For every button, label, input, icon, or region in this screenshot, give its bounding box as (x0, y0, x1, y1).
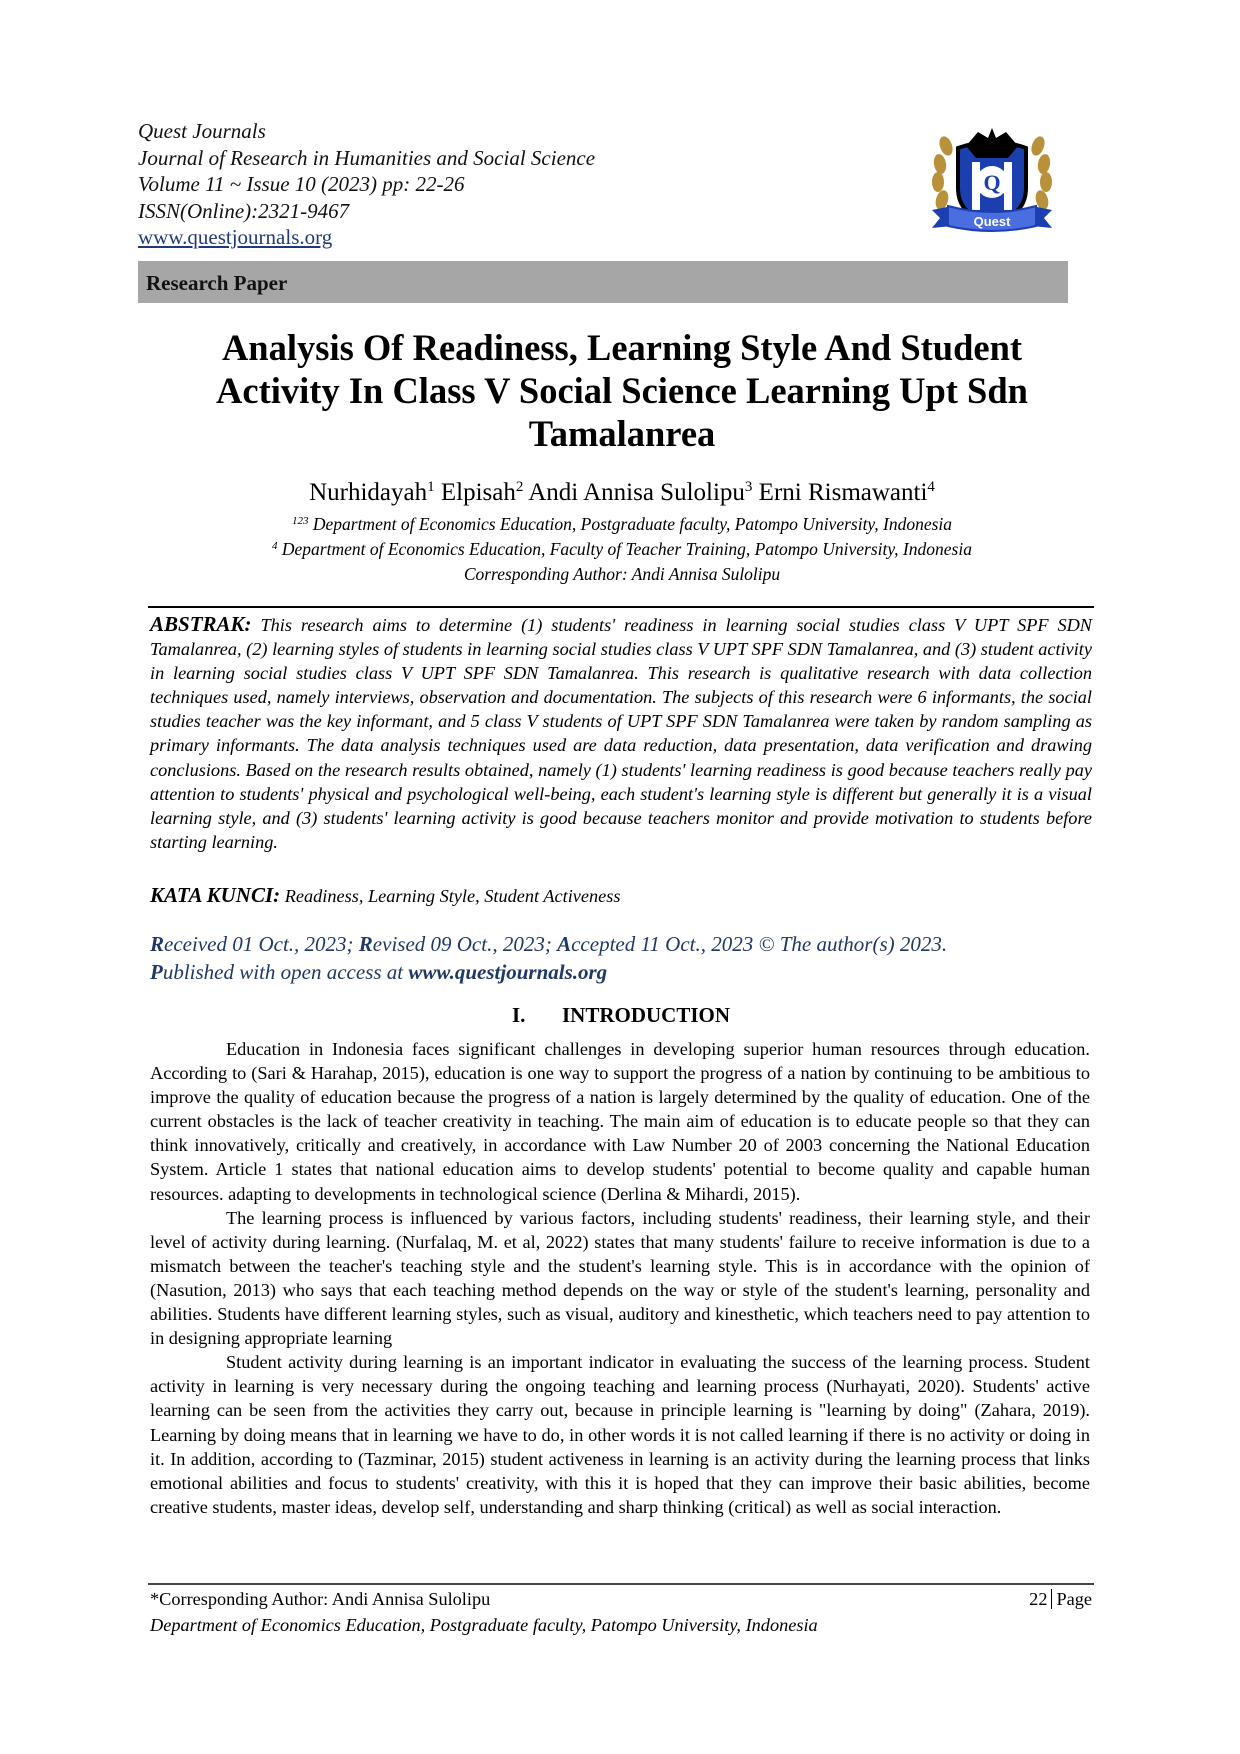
author-name: Andi Annisa Sulolipu (528, 479, 745, 506)
received-initial: R (150, 932, 165, 956)
title-line: Analysis Of Readiness, Learning Style And Student (221, 327, 1023, 368)
published-site-link[interactable]: www.questjournals.org (408, 960, 608, 984)
page-label: Page (1056, 1589, 1092, 1609)
laurel-right-icon (1029, 135, 1052, 212)
author-list (150, 478, 1094, 508)
author-name: Elpisah (440, 479, 516, 506)
author-name: Erni Rismawanti (758, 479, 928, 506)
abstract-label: ABSTRAK: (150, 612, 252, 636)
article-type-banner (138, 261, 1068, 303)
body-paragraph: Education in Indonesia faces significant challenges in developing superior human resources through education. According to (Sari & Harahap, 2015), education is one way to support the progress of a nation by continuing to be ambitious to improve the quality of education because the progress of a nation is largely determined by the quality of education. One of the current obstacles is the lack of teacher creativity in teaching. The main aim of education is to educate people so that they can think innovatively, critically and creatively, in accordance with Law Number 20 of 2003 concerning the National Education System. Article 1 states that national education aims to develop students' potential to become quality and capable human resources. adapting to developments in technological science (Derlina & Mihardi, 2015). (150, 1039, 1090, 1204)
abstract-divider (148, 606, 1094, 608)
issn: ISSN(Online):2321-9467 (138, 198, 350, 223)
journal-publisher: Quest Journals (138, 119, 266, 143)
section-number: I. (511, 1003, 526, 1027)
revised-date: evised 09 Oct., 2023; (372, 932, 558, 956)
journal-website-link[interactable]: www.questjournals.org (138, 225, 333, 249)
keywords (150, 883, 1092, 908)
page-indicator (1029, 1589, 1092, 1610)
journal-name: Journal of Research in Humanities and Social Science (138, 145, 596, 170)
author-sup: 2 (515, 479, 524, 495)
keywords-text: Readiness, Learning Style, Student Activeness (284, 886, 621, 906)
affiliation-sup: 4 (272, 540, 278, 552)
affiliation-text: Department of Economics Education, Faculty of Teacher Training, Patompo University, Indonesia (281, 539, 972, 559)
author-sup: 1 (427, 479, 435, 495)
logo-letter: Q (983, 170, 1001, 195)
author-sup: 4 (927, 479, 935, 495)
volume-issue: Volume 11 ~ Issue 10 (2023) pp: 22-26 (138, 172, 465, 196)
journal-header (138, 118, 595, 251)
keywords-label: KATA KUNCI: (150, 883, 281, 907)
title-line: Tamalanrea (528, 413, 716, 454)
eagle-icon (966, 128, 1018, 158)
logo-ribbon-text: Quest (973, 214, 1011, 229)
received-date: eceived 01 Oct., 2023; (164, 932, 359, 956)
author-name: Nurhidayah (309, 479, 428, 506)
article-title (150, 326, 1094, 455)
published-initial: P (150, 960, 163, 984)
section-title: INTRODUCTION (561, 1003, 731, 1027)
body-paragraph: The learning process is influenced by various factors, including students' readiness, their learning style, and their level of activity during learning. (Nurfalaq, M. et al, 2022) states that many students' failure to receive information is due to a mismatch between the teacher's teaching style and the student's learning style. This is in accordance with the opinion of (Nasution, 2013) who says that each teaching method depends on the way or style of the student's learning, personality and abilities. Students have different learning styles, such as visual, auditory and kinesthetic, which teachers need to pay attention to in designing appropriate learning (150, 1207, 1090, 1349)
footer-affiliation: Department of Economics Education, Postgraduate faculty, Patompo University, Indonesia (150, 1615, 818, 1635)
published-text: ublished with open access at (162, 960, 409, 984)
abstract (150, 612, 1092, 854)
corresponding-author: Corresponding Author: Andi Annisa Sulolipu (463, 564, 781, 584)
section-body (150, 1037, 1090, 1519)
footer-line (150, 1589, 1092, 1610)
revised-initial: R (358, 932, 373, 956)
title-line: Activity In Class V Social Science Learning Upt Sdn (216, 370, 1028, 411)
footer-corresponding-author: *Corresponding Author: Andi Annisa Sulolipu (150, 1589, 491, 1609)
page-number: 22 (1029, 1589, 1052, 1609)
laurel-left-icon (932, 135, 955, 212)
article-type-label: Research Paper (146, 271, 288, 295)
accepted-initial: A (557, 932, 572, 956)
author-sup: 3 (744, 479, 753, 495)
body-paragraph: Student activity during learning is an important indicator in evaluating the success of the learning process. Student activity in learning is very necessary during the ongoing teaching and learning process (Nurhayati, 2020). Students' active learning can be seen from the activities they carry out, because in principle learning is "learning by doing" (Zahara, 2019). Learning by doing means that in learning we have to do, in other words it is not called learning if there is no activity or doing in it. In addition, according to (Tazminar, 2015) student activeness in learning is an activity during the learning process that links emotional abilities and focus to students' creativity, with this it is hoped that they can improve their basic abilities, become creative students, master ideas, develop self, understanding and sharp thinking (critical) as well as social interaction. (150, 1352, 1090, 1517)
publication-dates (150, 930, 1092, 986)
accepted-date: ccepted 11 Oct., 2023 © The author(s) 2023. (571, 932, 948, 956)
affiliation (150, 538, 1094, 560)
footer-divider (148, 1583, 1094, 1585)
quest-logo (922, 118, 1062, 236)
section-heading (150, 1003, 1092, 1028)
abstract-text: This research aims to determine (1) students' readiness in learning social studies class V UPT SPF SDN Tamalanrea, (2) learning styles of students in learning social studies class V UPT SPF SDN Tamalanrea, and (3) student activity in learning social studies class V UPT SPF SDN Tamalanrea. This research is qualitative research with data collection techniques used, namely interviews, observation and documentation. The subjects of this research were 6 informants, the social studies teacher was the key informant, and 5 class V students of UPT SPF SDN Tamalanrea were taken by random sampling as primary informants. The data analysis techniques used are data reduction, data presentation, data verification and drawing conclusions. Based on the research results obtained, namely (1) students' learning readiness is good because teachers really pay attention to students' physical and psychological well-being, each student's learning style is different but generally it is a visual learning style, and (3) students' learning activity is good because teachers monitor and provide motivation to students before starting learning. (150, 615, 1092, 852)
affiliation-text: Department of Economics Education, Postgraduate faculty, Patompo University, Indonesia (312, 514, 953, 534)
affiliation-sup: 123 (291, 515, 309, 527)
affiliation (150, 513, 1094, 535)
